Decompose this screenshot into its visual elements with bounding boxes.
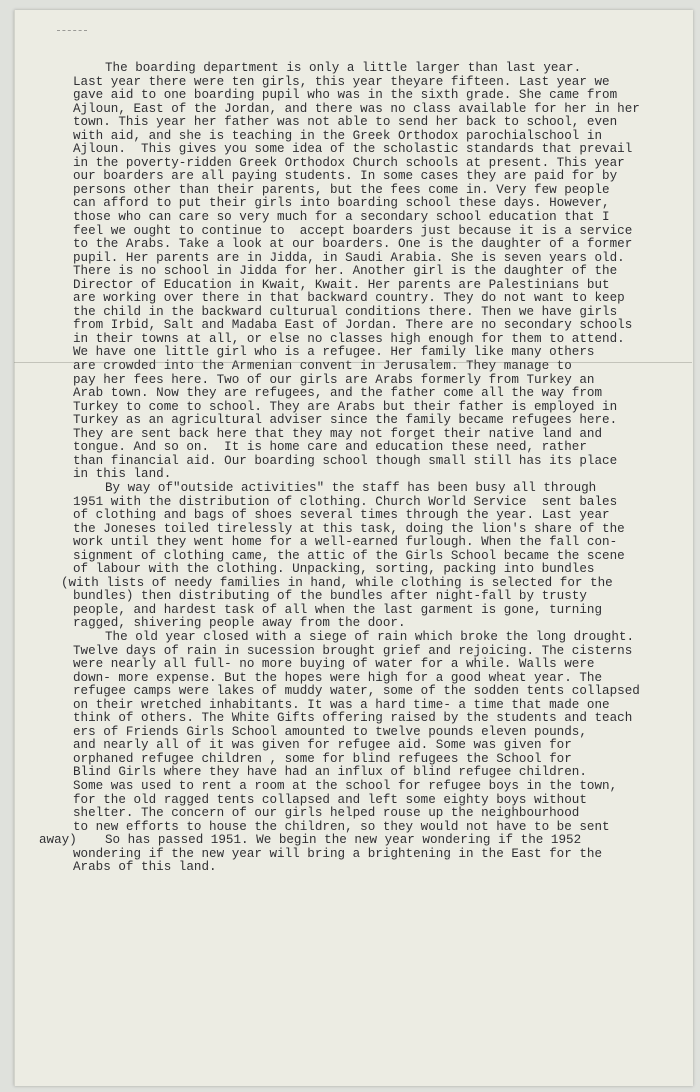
text-line-content: work until they went home for a well-earned furlough. When the fall con- [73,535,618,550]
text-line [15,76,693,90]
text-line [15,794,693,808]
text-line [15,401,693,415]
text-line-content: persons other than their parents, but the fees come in. Very few people [73,182,610,197]
text-line-content: ragged, shivering people away from the door. [73,616,406,631]
text-line [15,577,693,591]
text-line [15,238,693,252]
text-line [15,536,693,550]
text-line-content: By way of"outside activities" the staff has been busy all through [105,480,597,495]
text-line-content: (with lists of needy families in hand, while clothing is selected for the [61,575,613,590]
text-line [15,130,693,144]
text-line [15,319,693,333]
text-line [15,672,693,686]
text-line-content: We have one little girl who is a refugee. Her family like many others [73,345,595,360]
text-line [15,252,693,266]
text-line-content: Turkey as an agricultural adviser since the family became refugees here. [73,413,618,428]
text-line-content: in this land. [73,467,172,482]
text-line-content: of clothing and bags of shoes several times through the year. Last year [73,508,610,523]
text-line [15,712,693,726]
text-line [15,414,693,428]
text-line [15,739,693,753]
text-line-content: our boarders are all paying students. In some cases they are paid for by [73,169,618,184]
text-line-content: Arabs of this land. [73,860,217,875]
text-line-content: Director of Education in Kwait, Kwait. Her parents are Palestinians but [73,277,610,292]
text-line-content: from Irbid, Salt and Madaba East of Jordan. There are no secondary schools [73,318,633,333]
text-line-content: Last year there were ten girls, this year theyare fifteen. Last year we [73,74,610,89]
text-line [15,346,693,360]
text-line-content: are crowded into the Armenian convent in Jerusalem. They manage to [73,359,572,374]
text-line [15,753,693,767]
text-line-content: town. This year her father was not able to send her back to school, even [73,115,618,130]
text-line-content: in the poverty-ridden Greek Orthodox Church schools at present. This year [73,155,625,170]
text-line-content: down- more expense. But the hopes were high for a good wheat year. The [73,670,603,685]
text-line-content: feel we ought to continue to accept boarders just because it is a service [73,223,633,238]
text-line [15,211,693,225]
text-line-content: ers of Friends Girls School amounted to twelve pounds eleven pounds, [73,724,587,739]
text-line-content: those who can care so very much for a secondary school education that I [73,210,610,225]
text-line-content: pay her fees here. Two of our girls are Arabs formerly from Turkey an [73,372,595,387]
text-line [15,834,693,848]
text-line [15,780,693,794]
text-line [15,482,693,496]
text-line-content: Twelve days of rain in sucession brought grief and rejoicing. The cisterns [73,643,633,658]
text-line [15,821,693,835]
text-line [15,116,693,130]
text-line [15,550,693,564]
text-line [15,292,693,306]
text-line-content: Blind Girls where they have had an influx of blind refugee children. [73,765,587,780]
text-line [15,807,693,821]
text-line [15,590,693,604]
text-line [15,143,693,157]
text-line-content: The boarding department is only a little larger than last year. [105,61,582,75]
text-line [15,617,693,631]
text-line-content: can afford to put their girls into boarding school these days. However, [73,196,610,211]
text-line-content: So has passed 1951. We begin the new year wondering if the 1952 [105,833,582,848]
text-line [15,496,693,510]
text-line [15,848,693,862]
text-line [15,563,693,577]
text-line-content: pupil. Her parents are in Jidda, in Saudi Arabia. She is seven years old. [73,250,625,265]
text-line [15,374,693,388]
text-line-content: to the Arabs. Take a look at our boarders. One is the daughter of a former [73,237,633,252]
text-line-content: are working over there in that backward country. They do not want to keep [73,291,625,306]
text-line [15,604,693,618]
text-line-content: wondering if the new year will bring a brightening in the East for the [73,846,603,861]
paper-fold-line [14,362,692,363]
text-line-content: Ajloun. This gives you some idea of the scholastic standards that prevail [73,142,633,157]
text-line-content: Turkey to come to school. They are Arabs but their father is employed in [73,399,618,414]
text-line [15,184,693,198]
text-line-content: bundles) then distributing of the bundles after night-fall by trusty [73,589,587,604]
text-line-content: of labour with the clothing. Unpacking, sorting, packing into bundles [73,562,595,577]
text-line-content: people, and hardest task of all when the last garment is gone, turning [73,602,603,617]
text-line-content: They are sent back here that they may not forget their native land and [73,426,603,441]
text-line [15,306,693,320]
text-line-content: in their towns at all, or else no classes high enough for them to attend. [73,331,625,346]
text-line [15,658,693,672]
text-line-content: orphaned refugee children , some for blind refugees the School for [73,751,572,766]
text-line-content: think of others. The White Gifts offering raised by the students and teach [73,711,633,726]
text-line [15,103,693,117]
text-line [15,631,693,645]
text-line [15,441,693,455]
text-line [15,685,693,699]
typed-letter-body [15,62,693,875]
margin-note: away) [39,833,77,848]
text-line [15,766,693,780]
text-line [15,62,693,76]
text-line [15,157,693,171]
text-line [15,279,693,293]
text-line [15,387,693,401]
text-line [15,170,693,184]
text-line-content: There is no school in Jidda for her. Another girl is the daughter of the [73,264,618,279]
text-line [15,197,693,211]
text-line-content: shelter. The concern of our girls helped rouse up the neighbourhood [73,806,580,821]
text-line-content: The old year closed with a siege of rain which broke the long drought. [105,629,635,644]
text-line [15,726,693,740]
text-line [15,89,693,103]
text-line-content: on their wretched inhabitants. It was a hard time- a time that made one [73,697,610,712]
text-line-content: for the old ragged tents collapsed and left some eighty boys without [73,792,587,807]
text-line-content: tongue. And so on. It is home care and education these need, rather [73,440,587,455]
text-line [15,428,693,442]
text-line [15,509,693,523]
text-line-content: were nearly all full- no more buying of water for a while. Walls were [73,657,595,672]
typed-page [14,10,693,1086]
text-line-content: than financial aid. Our boarding school though small still has its place [73,453,618,468]
text-line-content: gave aid to one boarding pupil who was in the sixth grade. She came from [73,88,618,103]
text-line-content: Arab town. Now they are refugees, and the father come all the way from [73,386,603,401]
text-line-content: to new efforts to house the children, so they would not have to be sent [73,819,610,834]
text-line [15,523,693,537]
text-line-content: and nearly all of it was given for refugee aid. Some was given for [73,738,572,753]
text-line [15,265,693,279]
text-line [15,699,693,713]
text-line-content: the Joneses toiled tirelessly at this task, doing the lion's share of the [73,521,625,536]
text-line-content: Some was used to rent a room at the school for refugee boys in the town, [73,778,618,793]
text-line-content: refugee camps were lakes of muddy water, some of the sodden tents collapsed [73,684,640,699]
text-line-content: with aid, and she is teaching in the Greek Orthodox parochialschool in [73,128,603,143]
text-line-content: Ajloun, East of the Jordan, and there was no class available for her in her [73,101,640,116]
text-line-content: signment of clothing came, the attic of the Girls School became the scene [73,548,625,563]
text-line [15,861,693,875]
text-line-content: 1951 with the distribution of clothing. Church World Service sent bales [73,494,618,509]
text-line [15,455,693,469]
text-line-content: the child in the backward culturual conditions there. Then we have girls [73,304,618,319]
pencil-mark [57,30,87,34]
text-line [15,468,693,482]
text-line [15,225,693,239]
text-line [15,645,693,659]
text-line [15,333,693,347]
